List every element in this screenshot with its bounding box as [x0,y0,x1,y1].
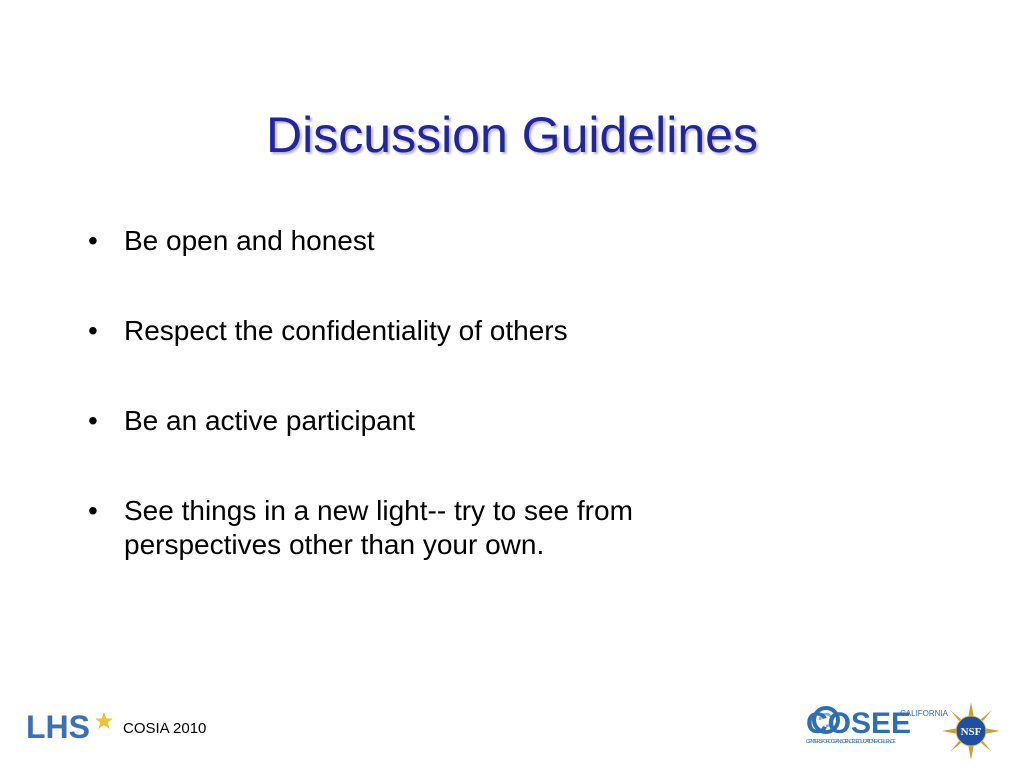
cosee-region-text: CALIFORNIA [900,709,949,718]
footer-left [24,706,114,746]
cosee-subtext: CENTERS FOR OCEAN SCIENCES EDUCATION EXCELLENCE [806,739,896,745]
cosee-logo-text: COSEE [806,707,912,740]
bullet-text: Be an active participant [124,405,416,436]
bullet-list [88,224,948,618]
bullet-marker: • [88,495,98,526]
bullet-text: Be open and honest [124,225,375,256]
bullet-item [88,494,948,562]
lhs-star-icon [95,712,113,729]
footer-text: COSIA 2010 [123,720,207,737]
bullet-marker: • [88,405,98,436]
cosee-logo-icon [804,703,949,753]
nsf-logo-text: NSF [960,726,982,738]
nsf-logo-icon [940,700,1002,762]
slide-title: Discussion Guidelines [266,107,758,163]
bullet-item [88,404,948,438]
bullet-text: Respect the confidentiality of others [124,315,568,346]
bullet-item [88,314,948,348]
lhs-logo-text: LHS [26,709,90,745]
bullet-marker: • [88,225,98,256]
lhs-logo-icon [24,706,114,746]
bullet-item [88,224,948,258]
bullet-marker: • [88,315,98,346]
bullet-text: See things in a new light-- try to see from perspectives other than your own. [124,495,633,560]
